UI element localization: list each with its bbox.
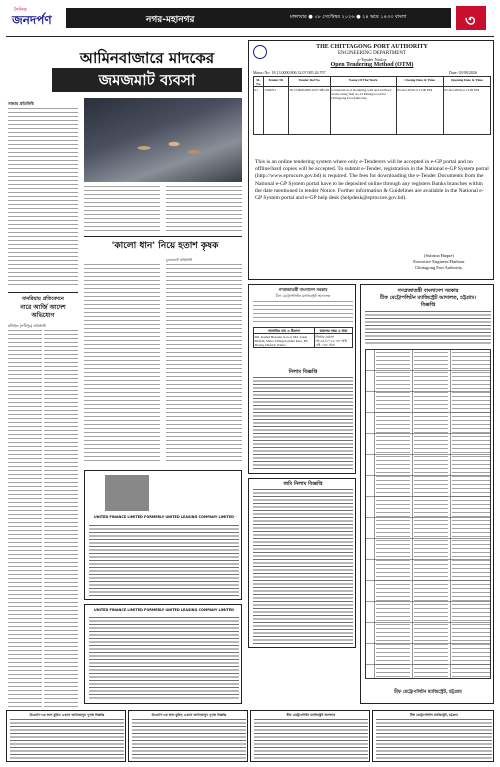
story3-byline: চুনারুঘাট প্রতিনিধি [166,258,193,262]
footer-ad-1 [6,710,126,762]
col-header: Opening Date & Time [443,77,490,87]
col-header: Tender ID [263,77,288,87]
port-tender-table [253,76,491,135]
footer-ad-3-title: চীফ মেট্রোপলিটন ম্যাজিস্ট্রেট আদালত [286,713,336,717]
right-office: চীফ মেট্রোপলিটন ম্যাজিস্ট্রেট আদালত, চট্টগ্রাম। [380,295,476,301]
lead-headline-line1: আমিনবাজারে মাদকের [79,49,215,67]
table-cell: Md. Kamal Hossain, Son of Md. Lokit Mollah, Shiva Village/Galdan Para, PS: Sirajnj, District: Pabna [254,334,315,348]
port-date: Date: 03/09/2026 [449,70,477,75]
dateline: মঙ্গলবার ● ০৮ সেপ্টেম্বর ২০২৬ ● ২৪ ভাদ্র ১৪৩৩ বাংলা [290,14,407,20]
col-header: আসামির নাম ও ঠিকানা [254,328,315,334]
footer-ad-2-title: ডিএমপি-এর জন্য মুদ্রিত এখানে আইনকানুন পূর্ণাঙ্গ বিজ্ঞপ্তি [151,713,227,717]
section-bar [66,8,451,28]
footer-ad-2 [128,710,248,762]
lead-headline-box [52,48,242,94]
mid-govt: গণপ্রজাতন্ত্রী বাংলাদেশ সরকার [278,287,328,292]
footer-ad-1-title: ডিএমপি-এর জন্য মুদ্রিত এখানে আইনকানুন পূর্ণাঙ্গ বিজ্ঞপ্তি [29,713,105,717]
logo-small-text: দৈনিক [14,7,27,13]
mid-govt-notice [248,284,356,474]
mid-land-title: জমি নিলাম বিজ্ঞপ্তি [283,481,323,487]
footer-ad-2-text [132,719,246,761]
table-row [254,334,353,348]
finance-text [89,525,239,597]
port-method: Open Tendering Method (OTM) [330,62,414,68]
footer-ad-4 [372,710,494,762]
footer-ads [6,710,494,762]
finance-notice [84,470,242,600]
port-tender-notice [248,40,494,280]
col-header: মামলার নম্বর ও ধারা [314,328,352,334]
col-header: Name Of The Work [330,77,396,87]
lead-headline-band [52,68,242,92]
table-cell: 05-Oct-2026 at 13.00 PM [443,87,490,135]
footer-ad-4-text [376,719,492,761]
port-signer-org: Chittagong Port Authority. [415,265,463,270]
footer-ad-4-title: চীফ মেট্রোপলিটন ম্যাজিস্ট্রেট, চট্টগ্রাম [410,713,458,717]
story3-rule [84,236,242,237]
mid-notice-text [253,301,353,323]
story3-text-col1 [84,264,160,464]
right-table-col-b [414,352,448,678]
col-header: Tender Ref No [288,77,330,87]
photo-figures [114,128,214,168]
footer-ad-1-text [10,719,124,761]
masthead [6,6,494,40]
finance-company-2: UNITED FINANCE LIMITED FORMERLY UNITED LEASING COMPANY LIMITED [94,608,234,612]
mid-land-notice [248,478,356,648]
port-dept: ENGINEERING DEPARTMENT [338,51,406,56]
finance-photo [105,475,149,511]
logo-main-text: জনদর্পণ [12,13,52,27]
table-cell: 01 [254,87,264,135]
lead-text-col1 [8,108,78,288]
port-body: This is an online tendering system where only e-Tenderers will be accepted in e-GP portal and no offline/hard copies will be accepted. To submit e-Tender, registration in the National e-GP System portal (http://www.eprocure.gov.bd) is required. The fees for downloading the e-Tender Documents from the National e-GP System portal have to be deposited online through any registers Banks branches within the date mentioned in tender Notice. Further information & Guidelines are available in the National e-GP System portal and e-GP help desk (helpdesk@eprocure.gov.bd). [255,159,489,202]
port-memo: Memo No: 18.13.0000.806.32.07.085.26.707 [253,70,326,75]
page-number: ৩ [456,6,486,30]
table-cell: Construction of Retaining wall and ancillary works along Ittaf no-12 Patenga road for Chittagong Port Authority. [330,87,396,135]
logo [8,6,66,38]
lead-text-col3 [166,186,242,232]
mid-auction-text [253,377,353,471]
table-cell: 05-Oct-2026 at 13.00 PM [396,87,443,135]
masthead-rule [6,36,494,37]
port-org: THE CHITTAGONG PORT AUTHORITY [316,44,428,50]
story3-headline: 'কালো ধান' নিয়ে হতাশ কৃষক [111,241,219,251]
story3-text-col2 [166,264,242,464]
right-table-grid [365,349,491,679]
col-header: Closing Date & Time [396,77,443,87]
section-title: নগর-মহানগর [146,15,195,25]
footer-ad-3 [250,710,370,762]
right-intro-text [365,311,491,345]
mid-office: চীফ মেট্রোপলিটন ম্যাজিস্ট্রেট আদালত [275,294,331,298]
footer-ad-3-text [254,719,368,761]
port-signer: (Subrina Haque) [424,253,454,258]
right-table-col-a [376,352,410,678]
table-cell: 1328251 [263,87,288,135]
port-signer-title: Executive Engineer/Harbour [413,259,465,264]
right-govt-notice [360,284,494,704]
mid-auction-title: নিলাম বিজ্ঞপ্তি [288,369,318,375]
mid-land-text [253,489,353,645]
lead-photo [84,98,242,182]
story2-byline: ঘাঁটাইল (সখীপুর) প্রতিনিধি [8,324,46,328]
lead-byline: সাভার প্রতিনিধি [8,101,34,106]
finance-text-2 [89,617,239,701]
mid-notice-table [253,327,353,348]
right-title: বিজ্ঞপ্তি [420,302,436,308]
port-type: e-Tender Notice [357,57,387,62]
table-cell: সিআর মামলা নং-৬৫/২০২৬ এন আই এক্ট ১৩৮ ধারা [314,334,352,348]
lead-text-col2 [84,186,160,232]
finance-notice-2 [84,604,242,704]
table-row [254,87,491,135]
story2-text-a [8,330,42,710]
finance-company: UNITED FINANCE LIMITED FORMERLY UNITED LEASING COMPANY LIMITED [94,515,234,519]
right-footer-sign: চীফ মেট্রোপলিটন ম্যাজিস্ট্রেট, চট্টগ্রাম [394,690,462,695]
right-table-col-c [452,352,490,678]
lead-headline-line2: জমজমাট ব্যবসা [98,71,196,89]
story2-rule [8,292,78,293]
col-header: SL No [254,77,264,87]
story2-kicker: বানরিয়ায় প্রতিবেদনে [22,296,64,302]
table-cell: 18.13.0000.806.32.07.085.26 [288,87,330,135]
story2-headline: নারে আর্জি আদেশ অভিযোগ [20,304,66,319]
story2-text-b [44,330,78,710]
right-govt: গণপ্রজাতন্ত্রী বাংলাদেশ সরকার [397,288,459,294]
